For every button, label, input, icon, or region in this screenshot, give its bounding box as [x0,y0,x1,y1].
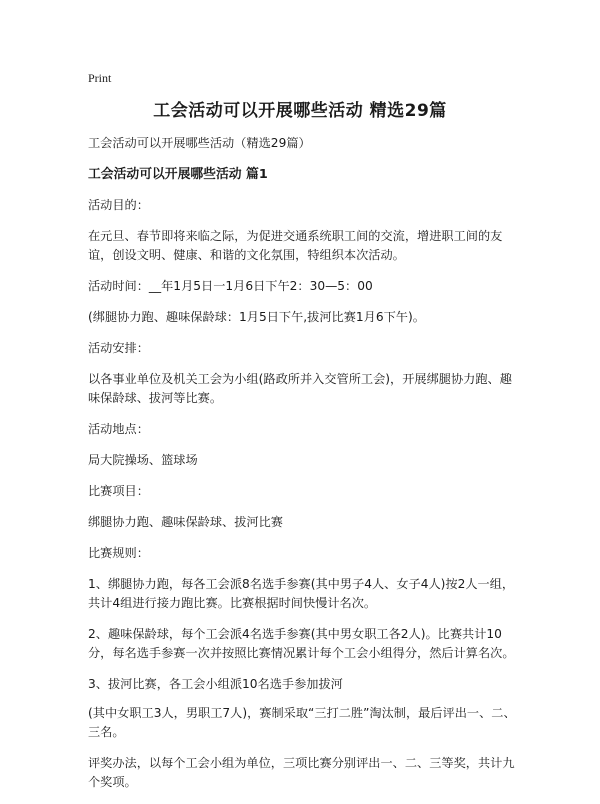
label-rules: 比赛规则： [88,546,149,560]
document-body [88,134,520,804]
time-paragraph: 活动时间：__年1月5日一1月6日下午2：30—5：00 [88,279,373,293]
label-arrangement: 活动安排： [88,341,149,355]
document-title: 工会活动可以开展哪些活动 精选29篇 [153,101,447,121]
events-paragraph: 绑腿协力跑、趣味保龄球、拔河比赛 [88,515,283,529]
print-label: Print [88,71,112,85]
arrangement-paragraph: 以各事业单位及机关工会为小组(路政所并入交管所工会)，开展绑腿协力跑、趣味保龄球、拔河等比赛。 [88,372,512,405]
rule-3-paragraph: 3、拔河比赛，各工会小组派10名选手参加拔河 [88,677,343,691]
time-detail-paragraph: (绑腿协力跑、趣味保龄球：1月5日下午,拔河比赛1月6下午)。 [88,310,425,324]
awards-paragraph: 评奖办法，以每个工会小组为单位，三项比赛分别评出一、二、三等奖，共计九个奖项。 [88,756,515,789]
label-events: 比赛项目： [88,484,149,498]
label-purpose: 活动目的： [88,198,149,212]
rule-1-paragraph: 1、绑腿协力跑，每各工会派8名选手参赛(其中男子4人、女子4人)按2人一组，共计4组进行接力跑比赛。比赛根据时间快慢计名次。 [88,577,515,610]
label-location: 活动地点： [88,422,149,436]
subtitle-paragraph: 工会活动可以开展哪些活动（精选29篇） [88,136,311,150]
rule-3-detail-paragraph: (其中女职工3人，男职工7人)，赛制采取“三打二胜”淘汰制，最后评出一、二、三名。 [88,706,516,739]
purpose-paragraph: 在元旦、春节即将来临之际，为促进交通系统职工间的交流，增进职工间的友谊，创设文明、健康、和谐的文化氛围，特组织本次活动。 [88,229,503,262]
location-paragraph: 局大院操场、篮球场 [88,453,198,467]
section-heading: 工会活动可以开展哪些活动 篇1 [88,167,268,182]
rule-2-paragraph: 2、趣味保龄球，每个工会派4名选手参赛(其中男女职工各2人)。比赛共计10分，每名选手参赛一次并按照比赛情况累计每个工会小组得分，然后计算名次。 [88,627,515,660]
